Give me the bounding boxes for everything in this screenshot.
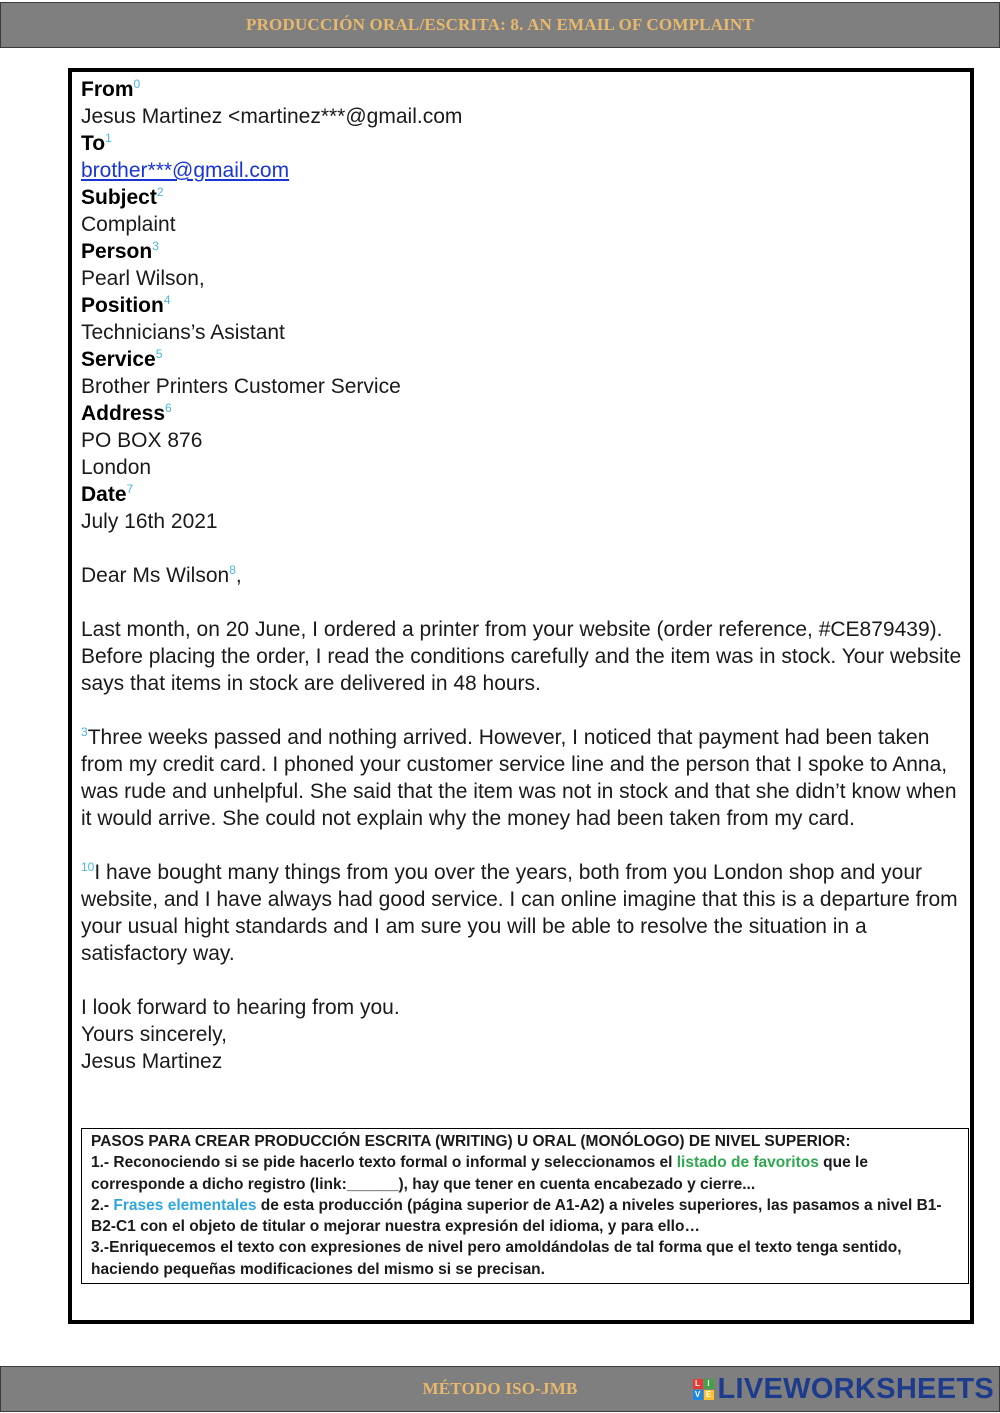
field-address-label: Address$^6$ <box>81 401 172 425</box>
steps-box <box>81 1128 969 1284</box>
liveworksheets-logo[interactable] <box>693 1371 995 1407</box>
field-person-value: Pearl Wilson, <box>81 267 205 290</box>
letter-paragraph-3: $^{10}$I have bought many things from you over the years, both from you London shop and your website, and I have always had good service. I can online imagine that this is a departure from your usual hight standards and I am sure you will be able to resolve the situation in a satisfactory way. <box>81 860 958 965</box>
elementary-phrases-link[interactable]: Frases elementales <box>113 1196 257 1214</box>
letter-greeting: Dear Ms Wilson$^8$, <box>81 563 242 587</box>
field-date-label: Date$^7$ <box>81 482 134 506</box>
footnote-number: 3 <box>81 725 88 739</box>
letter-paragraph-1: Last month, on 20 June, I ordered a printer from your website (order reference, #CE879439). Before placing the order, I read the conditions carefully and the item was in stock. Your website says that items in stock are delivered in 48 hours. <box>81 618 962 695</box>
field-from-value: Jesus Martinez <martinez***@gmail.com <box>81 105 463 128</box>
email-link[interactable]: brother***@gmail.com <box>81 159 290 182</box>
field-address-value: PO BOX 876 <box>81 429 203 452</box>
letter-closing-line: I look forward to hearing from you. <box>81 996 400 1019</box>
field-subject-value: Complaint <box>81 213 176 236</box>
field-service-value: Brother Printers Customer Service <box>81 375 401 398</box>
letter-paragraph-2: $^3$Three weeks passed and nothing arrived. However, I noticed that payment had been taken from my credit card. I phoned your customer service line and the person that I spoke to Anna, was rude and unhelpful. She said that the item was not in stock and that she didn’t know when it would arrive. She could not explain why the money had been taken from my card. <box>81 725 957 830</box>
footnote-number: 3 <box>152 239 159 253</box>
field-address-city: London <box>81 456 152 479</box>
field-date-value: July 16th 2021 <box>81 510 218 533</box>
footnote-number: 5 <box>155 347 163 361</box>
step-1: 1.- Reconociendo si se pide hacerlo texto formal o informal y seleccionamos el listado de favoritos que le corresponde a dicho registro (link:______), hay que tener en cuenta encabezado y cierre... <box>91 1154 868 1193</box>
field-to-label: To$^1$ <box>81 131 112 155</box>
letter-signature: Jesus Martinez <box>81 1050 223 1073</box>
favorites-list-link[interactable]: listado de favoritos <box>676 1154 819 1172</box>
footnote-number: 1 <box>105 131 112 145</box>
footnote-number: 6 <box>165 401 172 415</box>
field-from-label: From$^0$ <box>81 77 141 101</box>
footer-method: MÉTODO ISO-JMB <box>422 1379 578 1398</box>
field-position-label: Position$^4$ <box>81 293 171 317</box>
step-3: 3.-Enriquecemos el texto con expresiones de nivel pero amoldándolas de tal forma que el texto tenga sentido, haciendo pequeñas modificaciones del mismo si se precisan. <box>91 1239 902 1278</box>
footnote-number: 10 <box>81 860 95 874</box>
footnote-number: 8 <box>229 563 236 577</box>
letter-sign-off: Yours sincerely, <box>81 1023 227 1046</box>
footnote-number: 4 <box>163 293 171 307</box>
steps-title: PASOS PARA CREAR PRODUCCIÓN ESCRITA (WRITING) U ORAL (MONÓLOGO) DE NIVEL SUPERIOR: <box>91 1133 851 1150</box>
footnote-number: 0 <box>133 77 141 91</box>
footnote-number: 7 <box>126 482 134 496</box>
header-title: PRODUCCIÓN ORAL/ESCRITA: 8. AN EMAIL OF COMPLAINT <box>245 15 755 34</box>
footnote-number: 2 <box>156 185 164 199</box>
header-banner <box>0 2 1000 48</box>
logo-text: LIVEWORKSHEETS <box>717 1372 994 1405</box>
field-subject-label: Subject$^2$ <box>81 185 164 209</box>
field-to-value <box>81 157 962 184</box>
field-person-label: Person$^3$ <box>81 239 159 263</box>
email-document <box>68 68 974 1324</box>
logo-icon: L I V E <box>693 1379 714 1400</box>
step-2: 2.- Frases elementales de esta producción (página superior de A1-A2) a niveles superiores, las pasamos a nivel B1-B2-C1 con el objeto de titular o mejorar nuestra expresión del idioma, y para ello… <box>91 1196 942 1236</box>
field-position-value: Technicians’s Asistant <box>81 321 285 344</box>
field-service-label: Service$^5$ <box>81 347 163 371</box>
